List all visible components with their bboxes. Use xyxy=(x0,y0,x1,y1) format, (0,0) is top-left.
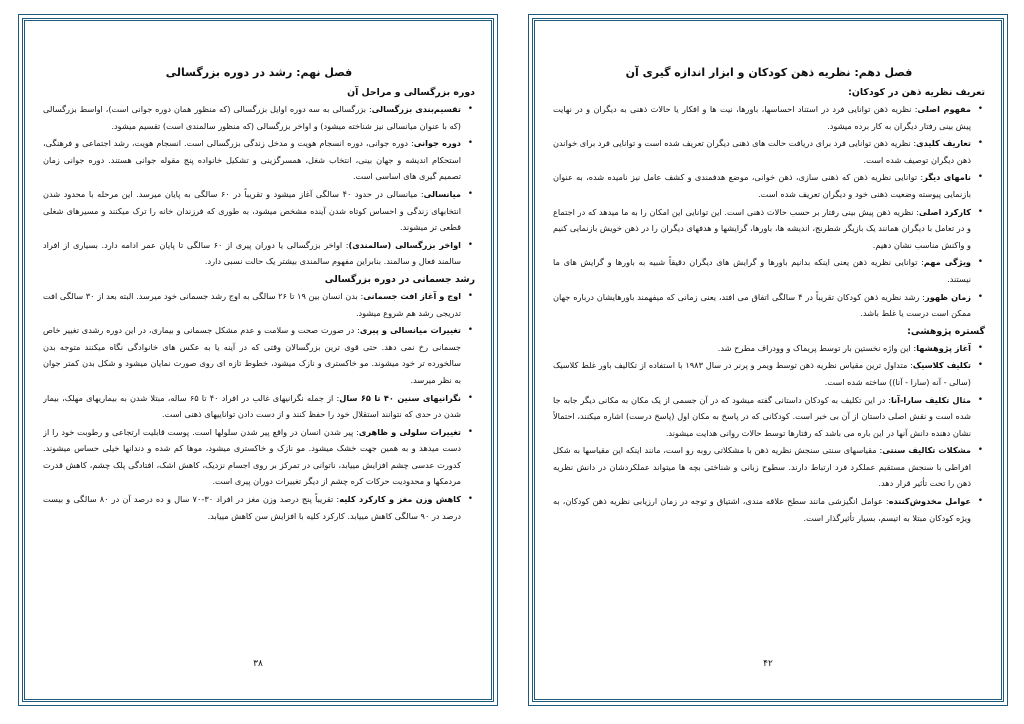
bullet-list xyxy=(553,340,985,527)
left-page xyxy=(22,18,494,702)
item-term: تغییرات سلولی و ظاهری xyxy=(358,426,461,437)
list-item xyxy=(43,322,461,388)
section xyxy=(553,85,985,322)
section-heading: رشد جسمانی در دوره بزرگسالی xyxy=(324,273,475,285)
item-term: تغییرات میانسالی و پیری xyxy=(359,325,461,336)
item-term: کارکرد اصلی xyxy=(919,206,971,217)
chapter-title: فصل دهم: نظریه ذهن کودکان و ابزار اندازه گیری آن xyxy=(625,66,913,79)
item-text: : تقریباً پنج درصد وزن مغز در افراد ۳۰-۷۰ سال و ده درصد آن در ۸۰ سالگی و بیست درصد در ۹۰ سالگی کاهش مییابد. کارکرد کلیه با افزایش سن کاهش مییابد. xyxy=(43,494,461,521)
item-text: : نظریه ذهن توانایی فرد برای دریافت حالت های ذهنی دیگران تعریف شده است و توانایی فرد برای خواندن ذهن دیگران توصیف شده است. xyxy=(553,138,971,165)
list-item xyxy=(553,254,971,287)
item-term: تکلیف کلاسیک xyxy=(912,360,971,371)
list-item xyxy=(553,101,971,134)
bullet-list xyxy=(43,101,475,270)
section-heading: دوره بزرگسالی و مراحل آن xyxy=(347,87,475,98)
list-item xyxy=(553,493,971,526)
section xyxy=(43,85,475,270)
item-text: : نظریه ذهن توانایی فرد در استناد احساسها، باورها، نیت ها و افکار یا حالات ذهنی به دیگران و در نهایت پیش بینی رفتار دیگران به کار برده میشود. xyxy=(553,104,971,131)
list-item xyxy=(553,442,971,492)
item-term: آغاز پژوهشها xyxy=(916,342,971,353)
item-text: : رشد نظریه ذهن کودکان تقریباً در ۴ سالگی اتفاق می افتد، یعنی زمانی که میفهمند باورهایشان درباره جهان ممکن است درست یا غلط باشد. xyxy=(553,291,971,319)
item-text: : نظریه ذهن پیش بینی رفتار بر حسب حالات ذهنی است. این توانایی این امکان را به ما میدهد که در اجتماع و در تعامل با دیگران همانند یک بازیگر شطرنج، اندیشه ها، باورها، گرایشها و هدفهای دیگران را در ذهن خویش بازنمایی کنیم و واکنش مناسب نشان دهیم. xyxy=(553,206,971,250)
page-number: ۴۲ xyxy=(763,659,773,669)
item-text: : در صورت صحت و سلامت و عدم مشکل جسمانی و بیماری، در این دوره رشدی تغییر خاص جسمانی رخ نمی دهد. حتی قوی ترین بزرگسالان وقتی که در آینه یا به عکس های خانوادگی نگاه میکنند متوجه بدن سالخورده تر خود میشوند. مو خاکستری و نازک میشود، خطوط تازه ای روی صورت نمایان میشود و شکل بدن کمتر جوان به نظر میرسد. xyxy=(43,325,461,385)
section xyxy=(553,324,985,527)
item-text: : توانایی نظریه ذهن که ذهنی سازی، ذهن خوانی، موضع هدفمندی و کشف عامل نیز نامیده شده، به عنوان بازنمایی پیوسته وضعیت ذهنی خود و دیگران تعریف شده است. xyxy=(553,172,971,199)
list-item xyxy=(43,135,461,185)
list-item xyxy=(43,237,461,270)
item-term: تعاریف کلیدی xyxy=(916,138,971,149)
bullet-list xyxy=(43,288,475,524)
right-page-content xyxy=(553,65,985,659)
item-text: : این واژه نخستین بار توسط پریماک و وودراف مطرح شد. xyxy=(717,342,917,353)
list-item xyxy=(43,186,461,236)
list-item xyxy=(553,340,971,357)
right-page xyxy=(532,18,1004,702)
item-text: : متداول ترین مقیاس نظریه ذهن توسط ویمر و پرنر در سال ۱۹۸۳ با استفاده از تکالیف باور غلط کلاسیک (سالی - آنه (سارا - آنا)) ساخته شده است. xyxy=(553,360,971,387)
section-heading: تعریف نظریه ذهن در کودکان: xyxy=(848,87,985,98)
left-page-content xyxy=(43,65,475,659)
item-term: مثال تکلیف سارا-آنا xyxy=(890,394,971,405)
item-term: تقسیم‌بندی بزرگسالی xyxy=(371,104,461,114)
item-term: اوج و آغاز افت جسمانی xyxy=(363,290,462,301)
item-term: نگرانیهای سنین ۴۰ تا ۶۵ سال xyxy=(339,392,461,403)
list-item xyxy=(43,390,461,423)
item-text: : اواخر بزرگسالی یا دوران پیری از ۶۰ سالگی تا پایان عمر ادامه دارد. بسیاری از افراد سالمند فعال و سالمند. بنابراین مفهوم سالمندی بیشتر یک حالت نسبی دارد. xyxy=(43,239,461,267)
item-text: : در این تکلیف به کودکان داستانی گفته میشود که در آن جسمی از یک مکان به مکانی دیگر جابه جا شده است و نقش اصلی داستان از آن بی خبر است. کودکانی که در پاسخ به مکان اول (پاسخ درست) اشاره میکنند، احتمالاً نشان دهنده دانش آنها در این باره می باشد که رفتارها توسط حالات روانی هدایت میشوند. xyxy=(553,394,971,438)
item-term: کاهش وزن مغز و کارکرد کلیه xyxy=(339,494,461,505)
item-text: : توانایی نظریه ذهن یعنی اینکه بدانیم باورها و گرایش های دیگران دقیقاً شبیه به باورها و گرایش های ما نیستند. xyxy=(553,257,971,284)
list-item xyxy=(553,204,971,254)
item-term: عوامل مخدوش‌کننده xyxy=(888,496,971,507)
list-item xyxy=(553,392,971,442)
page-number: ۳۸ xyxy=(253,659,263,669)
list-item xyxy=(553,357,971,390)
list-item xyxy=(553,289,971,322)
list-item xyxy=(43,491,461,524)
item-text: : پیر شدن انسان در واقع پیر شدن سلولها است. پوست قابلیت ارتجاعی و رطوبت خود را از دست میدهد و به همین جهت خشک میشود. مو نازک و خاکستری میشود، موها کم شده و دندانها خیلی حساس میشوند. کدورت عدسی چشم افزایش مییابد، ناتوانی در تمرکز بر روی اجسام نزدیک، کاهش اشک، افتادگی پلک چشم، کاهش قدرت مردمکها و محدودیت حرکات کره چشم از دیگر تغییرات دوران پیری است. xyxy=(43,426,461,487)
section-heading: گستره پژوهشی: xyxy=(907,325,985,337)
section xyxy=(43,272,475,524)
item-text: : بدن انسان بین ۱۹ تا ۲۶ سالگی به اوج رشد جسمانی خود میرسد. البته بعد از ۳۰ سالگی افت تدریجی رشد هم شروع میشود. xyxy=(43,290,461,318)
item-term: ویژگی مهم xyxy=(923,257,972,268)
item-term: نامهای دیگر xyxy=(923,172,971,183)
item-text: : میانسالی در حدود ۴۰ سالگی آغاز میشود و تقریباً در ۶۰ سالگی به پایان میرسد. این مرحله با محدود شدن انتخابهای زندگی و احساس کوتاه شدن آینده مشخص میشود، به طوری که فرزندان خانه را ترک میکنند و مسیرهای شغلی قطعی تر میشوند. xyxy=(43,188,461,233)
item-term: مشکلات تکالیف سنتی xyxy=(882,445,972,456)
list-item xyxy=(553,135,971,168)
list-item xyxy=(43,424,461,490)
item-text: : دوره جوانی، دوره انسجام هویت و مدخل زندگی بزرگسالی است. انسجام هویت، رشد اجتماعی و فرهنگی، استحکام اندیشه و جهان بینی، انتخاب شغل، همسرگزینی و تشکیل خانواده پنج مقوله جوانی هستند. دوره جوانی زمان تصمیم گیری های اساسی است. xyxy=(43,138,461,182)
item-text: : بزرگسالی به سه دوره اوایل بزرگسالی (که منظور همان دوره جوانی است)، اواسط بزرگسالی (که با عنوان میانسالی نیز شناخته میشود) و اواخر بزرگسالی (که منظور سالمندی است) تقسیم میشود. xyxy=(43,104,461,131)
item-term: اواخر بزرگسالی (سالمندی) xyxy=(348,239,461,250)
item-term: مفهوم اصلی xyxy=(917,104,971,114)
list-item xyxy=(43,288,461,321)
chapter-title: فصل نهم: رشد در دوره بزرگسالی xyxy=(165,66,353,79)
item-term: دوره جوانی xyxy=(413,138,461,149)
item-term: میانسالی xyxy=(423,188,461,199)
item-text: : از جمله نگرانیهای غالب در افراد ۴۰ تا ۶۵ ساله، مبتلا شدن به بیماریهای مهلک، بیمار شدن در حدی که نتوانند استقلال خود را حفظ کنند و از دست دادن تواناییهای ذهنی است. xyxy=(43,392,461,420)
list-item xyxy=(553,169,971,202)
bullet-list xyxy=(553,101,985,322)
item-text: : مقیاسهای سنتی سنجش نظریه ذهن با مشکلاتی روبه رو است، مانند اینکه این مقیاسها به شکل افراطی با سنجش مستقیم عملکرد فرد ارتباط دارند. سطوح زبانی و شناختی بچه ها میتواند عملکردشان در دانش نظریه ذهن را تحت تأثیر قرار دهد. xyxy=(553,445,971,489)
item-term: زمان ظهور xyxy=(925,291,971,302)
list-item xyxy=(43,101,461,134)
item-text: : عوامل انگیزشی مانند سطح علاقه مندی، اشتیاق و توجه در زمان ارزیابی نظریه ذهن کودکان، به ویژه کودکان مبتلا به اتیسم، بسیار تأثیرگذار است. xyxy=(553,496,971,523)
